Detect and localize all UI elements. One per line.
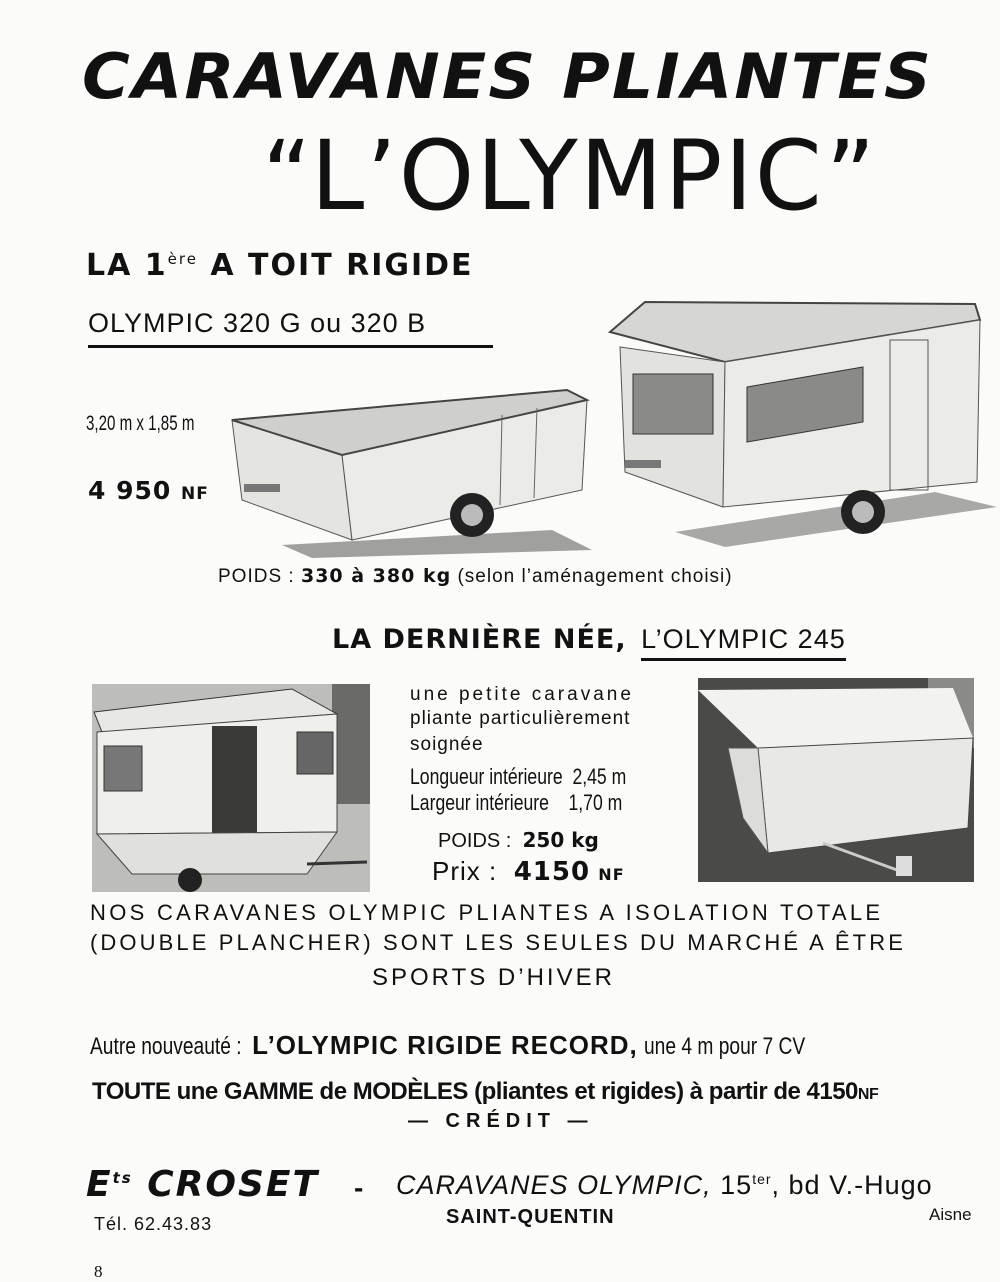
section2-weight: POIDS : 250 kg xyxy=(438,828,599,852)
footer-separator: - xyxy=(354,1172,364,1203)
section2-headline: LA DERNIÈRE NÉE, L’OLYMPIC 245 xyxy=(332,624,846,655)
section2-desc-2: pliante particulièrement xyxy=(410,708,631,729)
title-line-1: CARAVANES PLIANTES xyxy=(82,40,933,113)
section1-weight: POIDS : 330 à 380 kg (selon l’aménagement choisi) xyxy=(218,565,733,587)
footer-region: Aisne xyxy=(929,1205,972,1224)
section1-dimensions: 3,20 m x 1,85 m xyxy=(86,412,195,435)
footer-city: SAINT-QUENTIN xyxy=(446,1206,615,1228)
section2-desc-1: une petite caravane xyxy=(410,684,634,705)
section1-price: 4 950 NF xyxy=(88,476,209,505)
notice-line-2: (DOUBLE PLANCHER) SONT LES SEULES DU MARCHÉ A ÊTRE xyxy=(90,930,906,955)
company-name: $E^{ts}$ CROSET xyxy=(86,1164,320,1205)
range-line: TOUTE une GAMME de MODÈLES (pliantes et rigides) à partir de 4150NF xyxy=(92,1078,879,1105)
section2-price: Prix : 4150 NF xyxy=(432,856,625,887)
notice-line-3: SPORTS D’HIVER xyxy=(372,964,615,991)
page-number: 8 xyxy=(94,1262,103,1281)
footer-phone: Tél. 62.43.83 xyxy=(94,1214,213,1234)
section2-length: Longueur intérieure 2,45 m xyxy=(410,764,627,789)
title-line-2: “L’OLYMPIC” xyxy=(262,120,878,232)
novelty-line: Autre nouveauté : L’OLYMPIC RIGIDE RECORD, une 4 m pour 7 CV xyxy=(90,1030,806,1060)
section1-model: OLYMPIC 320 G ou 320 B xyxy=(88,308,493,348)
photo-caravan-320-folded xyxy=(222,380,602,560)
notice-line-1: NOS CARAVANES OLYMPIC PLIANTES A ISOLATION TOTALE xyxy=(90,900,884,925)
footer-address: CARAVANES OLYMPIC, $15^{ter}$, bd V.-Hugo xyxy=(396,1170,933,1200)
credit-line: — CRÉDIT — xyxy=(408,1110,594,1132)
photo-caravan-320-open xyxy=(605,292,997,560)
section1-headline: LA 1ère A TOIT RIGIDE xyxy=(86,248,474,283)
section2-desc-3: soignée xyxy=(410,734,484,755)
section2-width: Largeur intérieure 1,70 m xyxy=(410,790,623,815)
photo-caravan-245-folded xyxy=(698,678,974,882)
photo-caravan-245-open xyxy=(92,684,370,892)
